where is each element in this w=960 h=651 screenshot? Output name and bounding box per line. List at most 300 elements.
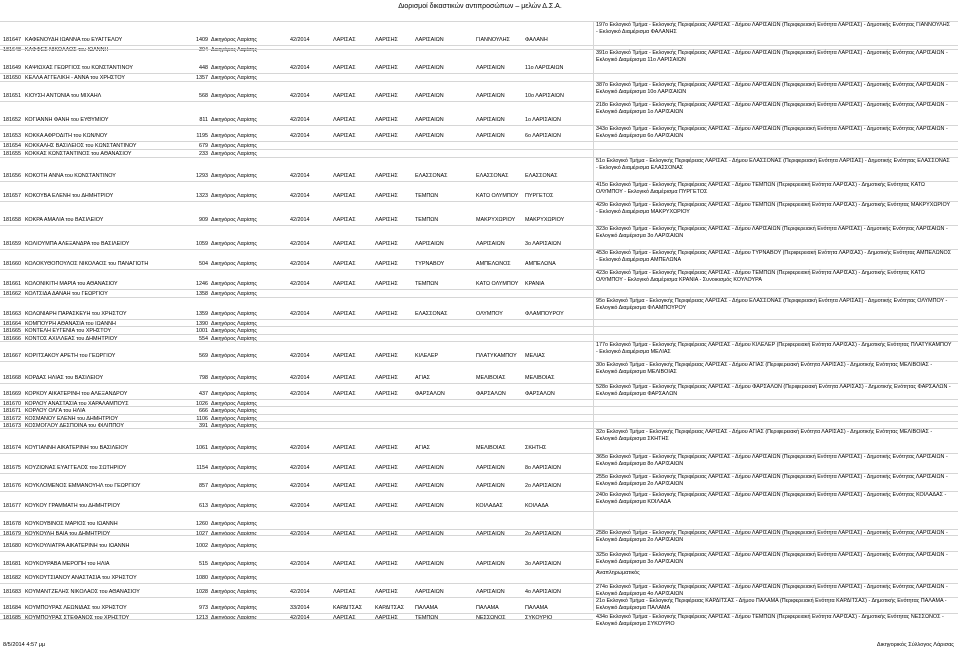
cell-loc: ΦΛΑΜΠΟΥΡΟΥ <box>525 311 564 317</box>
cell-role: Δικηγόρος Λαρίσης <box>211 75 257 81</box>
cell-p1: ΛΑΡΙΣΑΣ <box>333 173 356 179</box>
cell-id: 181682 <box>3 575 21 581</box>
cell-id: 181669 <box>3 391 21 397</box>
cell-dd: ΜΑΚΡΥΧΩΡΙΟΥ <box>476 217 516 223</box>
table-row <box>0 225 960 249</box>
table-row <box>0 361 960 383</box>
cell-loc: 1ο ΛΑΡΙΣΑΙΩΝ <box>525 117 561 123</box>
cell-dd: ΠΛΑΤΥΚΑΜΠΟΥ <box>476 353 517 359</box>
cell-name: ΚΟΡΛΟΥ ΟΛΓΑ του ΗΛΙΑ <box>25 408 86 414</box>
cell-name: ΚΑΨΙΩΧΑΣ ΓΕΩΡΓΙΟΣ του ΚΩΝΣΤΑΝΤΙΝΟΥ <box>25 65 133 71</box>
row-divider <box>0 181 593 182</box>
table-row <box>0 569 960 583</box>
cell-p2: ΛΑΡΙΣΗΣ <box>375 133 398 139</box>
row-divider <box>0 551 593 552</box>
cell-dd: ΠΑΛΑΜΑ <box>476 605 499 611</box>
cell-num: 1357 <box>196 75 208 81</box>
cell-p1: ΛΑΡΙΣΑΣ <box>333 37 356 43</box>
row-divider <box>593 45 958 46</box>
cell-p2: ΛΑΡΙΣΗΣ <box>375 37 398 43</box>
row-divider <box>0 225 593 226</box>
cell-p1: ΛΑΡΙΣΑΣ <box>333 465 356 471</box>
table-row <box>0 399 960 406</box>
cell-description: 95ο Εκλογικό Τμήμα - Εκλογικής Περιφέρειας ΛΑΡΙΣΑΣ - Δήμου ΕΛΑΣΣΟΝΑΣ (Περιφερειακή Ενότητα ΛΑΡΙΣΑΣ) - Δημοτικής Ενότητας ΟΛΥΜΠΟΥ - Εκλογικό Διαμέρισμα ΦΛΑΜΠΟΥΡΟΥ <box>596 298 948 311</box>
cell-num: 515 <box>199 561 208 567</box>
cell-p1: ΛΑΡΙΣΑΣ <box>333 561 356 567</box>
row-divider <box>593 141 958 142</box>
cell-role: Δικηγόρος Λαρίσης <box>211 151 257 157</box>
cell-id: 181668 <box>3 375 21 381</box>
cell-p1: ΛΑΡΙΣΑΣ <box>333 483 356 489</box>
row-divider <box>0 49 593 50</box>
row-divider <box>0 269 593 270</box>
cell-id: 181666 <box>3 336 21 342</box>
cell-num: 504 <box>199 261 208 267</box>
cell-description: 423ο Εκλογικό Τμήμα - Εκλογικής Περιφέρειας ΛΑΡΙΣΑΣ - Δήμου ΤΕΜΠΩΝ (Περιφερειακή Ενότητα ΛΑΡΙΣΑΣ) - Δημοτικής Ενότητας ΚΑΤΩ ΟΛΥΜΠΟΥ - Εκλογικό Διαμέρισμα ΚΡΑΝΙΑ - Συνοικισμός ΚΟΥΛΟΥΡΑ <box>596 270 925 283</box>
cell-loc: 6ο ΛΑΡΙΣΑΙΩΝ <box>525 133 561 139</box>
cell-ap: 42/2014 <box>290 217 310 223</box>
cell-name: ΚΕΛΛΑ ΑΓΓΕΛΙΚΗ - ΑΝΝΑ του ΧΡΗΣΤΟΥ <box>25 75 125 81</box>
cell-num: 391 <box>199 423 208 429</box>
cell-ap: 42/2014 <box>290 65 310 71</box>
cell-ap: 42/2014 <box>290 615 310 621</box>
cell-name: ΚΟΝΤΟΣ ΑΧΙΛΛΕΑΣ του ΔΗΜΗΤΡΙΟΥ <box>25 336 118 342</box>
cell-role: Δικηγόρος Λαρίσης <box>211 261 257 267</box>
table-row <box>0 149 960 157</box>
cell-description: 365ο Εκλογικό Τμήμα - Εκλογικής Περιφέρειας ΛΑΡΙΣΑΣ - Δήμου ΛΑΡΙΣΑΙΩΝ (Περιφερειακή Ενότητα ΛΑΡΙΣΑΣ) - Δημοτικής Ενότητας ΛΑΡΙΣΑΙΩΝ - Εκλογικό Διαμέρισμα 8ο ΛΑΡΙΣΑΙΩΝ <box>596 454 948 467</box>
row-divider <box>593 535 958 536</box>
cell-loc: ΦΑΛΑΝΗ <box>525 37 548 43</box>
row-divider <box>0 149 593 150</box>
cell-role: Δικηγόρος Λαρίσης <box>211 423 257 429</box>
cell-p2: ΛΑΡΙΣΗΣ <box>375 375 398 381</box>
cell-id: 181678 <box>3 521 21 527</box>
table-row <box>0 319 960 326</box>
row-divider <box>593 326 958 327</box>
cell-p1: ΛΑΡΙΣΑΣ <box>333 375 356 381</box>
cell-ap: 42/2014 <box>290 133 310 139</box>
row-divider <box>593 73 958 74</box>
cell-name: ΚΟΥΚΟΥΛΗ ΒΑΙΑ του ΔΗΜΗΤΡΙΟΥ <box>25 531 111 537</box>
table-row <box>0 511 960 529</box>
cell-num: 1027 <box>196 531 208 537</box>
cell-name: ΚΟΥΖΙΩΝΑΣ ΕΥΑΓΓΕΛΟΣ του ΣΩΤΗΡΙΟΥ <box>25 465 127 471</box>
cell-name: ΚΟΥΚΟΥΛΙΑΤΡΑ ΑΙΚΑΤΕΡΙΝΗ του ΙΩΑΝΝΗ <box>25 543 130 549</box>
cell-loc: ΣΥΚΟΥΡΙΟ <box>525 615 553 621</box>
cell-num: 1002 <box>196 543 208 549</box>
cell-loc: 10ο ΛΑΡΙΣΑΙΩΝ <box>525 93 564 99</box>
cell-name: ΚΟΥΚΛΟΜΕΝΟΣ ΕΜΜΑΝΟΥΗΛ του ΓΕΩΡΓΙΟΥ <box>25 483 141 489</box>
cell-name: ΚΟΝΤΕΛΗ ΕΥΓΕΝΙΑ του ΧΡΗΣΤΟΥ <box>25 328 112 334</box>
cell-ap: 42/2014 <box>290 503 310 509</box>
cell-name: ΚΟΥΓΙΑΝΝΗ ΑΙΚΑΤΕΡΙΝΗ του ΒΑΣΙΛΕΙΟΥ <box>25 445 128 451</box>
cell-name: ΚΟΣΜΟΓΛΟΥ ΔΕΣΠΟΙΝΑ του ΦΙΛΙΠΠΟΥ <box>25 423 124 429</box>
cell-id: 181655 <box>3 151 21 157</box>
cell-ap: 42/2014 <box>290 241 310 247</box>
table-row <box>0 428 960 453</box>
cell-p1: ΛΑΡΙΣΑΣ <box>333 589 356 595</box>
cell-description: 391ο Εκλογικό Τμήμα - Εκλογικής Περιφέρειας ΛΑΡΙΣΑΣ - Δήμου ΛΑΡΙΣΑΙΩΝ (Περιφερειακή Ενότητα ΛΑΡΙΣΑΣ) - Δημοτικής Ενότητας ΛΑΡΙΣΑΙΩΝ - Εκλογικό Διαμέρισμα 11ο ΛΑΡΙΣΑΙΩΝ <box>596 50 948 63</box>
table-row <box>0 597 960 613</box>
cell-p1: ΛΑΡΙΣΑΣ <box>333 281 356 287</box>
table-row <box>0 141 960 149</box>
cell-num: 1213 <box>196 615 208 621</box>
cell-dim: ΦΑΡΣΑΛΩΝ <box>415 391 445 397</box>
row-divider <box>593 289 958 290</box>
table-row <box>0 21 960 45</box>
cell-p1: ΛΑΡΙΣΑΣ <box>333 615 356 621</box>
cell-name: ΚΟΣΜΑΝΟΥ ΕΛΕΝΗ του ΔΗΜΗΤΡΙΟΥ <box>25 416 119 422</box>
cell-p1: ΛΑΡΙΣΑΣ <box>333 261 356 267</box>
cell-num: 1026 <box>196 401 208 407</box>
cell-num: 1260 <box>196 521 208 527</box>
row-divider <box>0 361 593 362</box>
cell-id: 181654 <box>3 143 21 149</box>
cell-description: 197ο Εκλογικό Τμήμα - Εκλογικής Περιφέρειας ΛΑΡΙΣΑΣ - Δήμου ΛΑΡΙΣΑΙΩΝ (Περιφερειακή Ενότητα ΛΑΡΙΣΑΣ) - Δημοτικής Ενότητας ΓΙΑΝΝΟΥΛΗΣ - Εκλογικό Διαμέρισμα ΦΑΛΑΝΗΣ <box>596 22 950 35</box>
cell-num: 233 <box>199 151 208 157</box>
cell-num: 1195 <box>196 133 208 139</box>
cell-p1: ΛΑΡΙΣΑΣ <box>333 93 356 99</box>
cell-p2: ΛΑΡΙΣΗΣ <box>375 193 398 199</box>
cell-role: Δικηγόρος Λαρίσης <box>211 575 257 581</box>
cell-role: Δικηγόρος Λαρίσης <box>211 465 257 471</box>
cell-num: 1061 <box>196 445 208 451</box>
cell-role: Δικηγόρος Λαρίσης <box>211 193 257 199</box>
row-divider <box>0 511 593 512</box>
cell-p2: ΛΑΡΙΣΗΣ <box>375 311 398 317</box>
cell-num: 973 <box>199 605 208 611</box>
cell-dim: ΤΕΜΠΩΝ <box>415 217 439 223</box>
cell-loc: ΜΕΛΙΒΟΙΑΣ <box>525 375 555 381</box>
row-divider <box>0 21 593 22</box>
cell-id: 181683 <box>3 589 21 595</box>
cell-loc: 2ο ΛΑΡΙΣΑΙΩΝ <box>525 531 561 537</box>
cell-p2: ΛΑΡΙΣΗΣ <box>375 445 398 451</box>
row-divider <box>0 453 593 454</box>
cell-role: Δικηγόρος Λαρίσης <box>211 321 257 327</box>
cell-num: 568 <box>199 93 208 99</box>
row-divider <box>0 341 593 342</box>
cell-role: Δικηγόρος Λαρίσης <box>211 93 257 99</box>
cell-ap: 42/2014 <box>290 483 310 489</box>
cell-loc: ΜΑΚΡΥΧΩΡΙΟΥ <box>525 217 565 223</box>
cell-p2: ΛΑΡΙΣΗΣ <box>375 615 398 621</box>
cell-id: 181663 <box>3 311 21 317</box>
cell-dd: ΛΑΡΙΣΑΙΩΝ <box>476 93 505 99</box>
cell-description: 415ο Εκλογικό Τμήμα - Εκλογικής Περιφέρειας ΛΑΡΙΣΑΣ - Δήμου ΤΕΜΠΩΝ (Περιφερειακή Ενότητα ΛΑΡΙΣΑΣ) - Δημοτικής Ενότητας ΚΑΤΩ ΟΛΥΜΠΟΥ - Εκλογικό Διαμέρισμα ΠΥΡΓΕΤΟΣ <box>596 182 925 195</box>
cell-id: 181673 <box>3 423 21 429</box>
cell-description: 240ο Εκλογικό Τμήμα - Εκλογικής Περιφέρειας ΛΑΡΙΣΑΣ - Δήμου ΛΑΡΙΣΑΙΩΝ (Περιφερειακή Ενότητα ΛΑΡΙΣΑΣ) - Δημοτικής Ενότητας ΚΟΙΛΑΔΑΣ - Εκλογικό Διαμέρισμα ΚΟΙΛΑΔΑ <box>596 492 947 505</box>
cell-p1: ΛΑΡΙΣΑΣ <box>333 117 356 123</box>
cell-p1: ΛΑΡΙΣΑΣ <box>333 503 356 509</box>
row-divider <box>0 45 593 46</box>
row-divider <box>0 141 593 142</box>
cell-loc: ΚΡΑΝΙΑ <box>525 281 545 287</box>
cell-name: ΚΟΛΟΝΙΚΙΤΗ ΜΑΡΙΑ του ΑΘΑΝΑΣΙΟΥ <box>25 281 118 287</box>
row-divider <box>593 399 958 400</box>
cell-id: 181651 <box>3 93 21 99</box>
cell-id: 181657 <box>3 193 21 199</box>
cell-p2: ΛΑΡΙΣΗΣ <box>375 261 398 267</box>
cell-name: ΚΟΚΟΤΗ ΑΝΝΑ του ΚΩΝΣΤΑΝΤΙΝΟΥ <box>25 173 116 179</box>
table-row <box>0 453 960 473</box>
row-divider <box>0 326 593 327</box>
table-bottom-border <box>0 619 593 620</box>
cell-dd: ΓΙΑΝΝΟΥΛΗΣ <box>476 37 510 43</box>
row-divider <box>0 569 593 570</box>
cell-num: 1358 <box>196 291 208 297</box>
cell-num: 798 <box>199 375 208 381</box>
cell-num: 554 <box>199 336 208 342</box>
cell-p2: ΛΑΡΙΣΗΣ <box>375 93 398 99</box>
cell-description: 255ο Εκλογικό Τμήμα - Εκλογικής Περιφέρειας ΛΑΡΙΣΑΣ - Δήμου ΛΑΡΙΣΑΙΩΝ (Περιφερειακή Ενότητα ΛΑΡΙΣΑΣ) - Δημοτικής Ενότητας ΛΑΡΙΣΑΙΩΝ - Εκλογικό Διαμέρισμα 2ο ΛΑΡΙΣΑΙΩΝ <box>596 474 948 487</box>
cell-loc: ΚΟΙΛΑΔΑ <box>525 503 549 509</box>
cell-id: 181656 <box>3 173 21 179</box>
cell-name: ΚΑΦΕΝΟΥΔΗ ΙΩΑΝΝΑ του ΕΥΑΓΓΕΛΟΥ <box>25 37 123 43</box>
cell-dim: ΤΥΡΝΑΒΟΥ <box>415 261 445 267</box>
cell-num: 1390 <box>196 321 208 327</box>
cell-description: 528ο Εκλογικό Τμήμα - Εκλογικής Περιφέρειας ΛΑΡΙΣΑΣ - Δήμου ΦΑΡΣΑΛΩΝ (Περιφερειακή Ενότητα ΛΑΡΙΣΑΣ) - Δημοτικής Ενότητας ΦΑΡΣΑΛΩΝ - Εκλογικό Διαμέρισμα ΦΑΡΣΑΛΩΝ <box>596 384 951 397</box>
cell-num: 448 <box>199 65 208 71</box>
cell-num: 1106 <box>196 416 208 422</box>
cell-role: Δικηγόρος Λαρίσης <box>211 47 257 53</box>
row-divider <box>0 319 593 320</box>
cell-dd: ΚΑΤΩ ΟΛΥΜΠΟΥ <box>476 281 519 287</box>
cell-id: 181653 <box>3 133 21 139</box>
cell-dd: ΛΑΡΙΣΑΙΩΝ <box>476 117 505 123</box>
cell-dim: ΕΛΑΣΣΟΝΑΣ <box>415 173 448 179</box>
cell-name: ΚΟΛΙΟΥΜΠΑ ΑΛΕΞΑΝΔΡΑ του ΒΑΣΙΛΕΙΟΥ <box>25 241 130 247</box>
cell-id: 181674 <box>3 445 21 451</box>
cell-name: ΚΟΚΚΑΣ ΚΩΝΣΤΑΝΤΙΝΟΣ του ΑΘΑΝΑΣΙΟΥ <box>25 151 132 157</box>
cell-description: 177ο Εκλογικό Τμήμα - Εκλογικής Περιφέρειας ΛΑΡΙΣΑΣ - Δήμου ΚΙΛΕΛΕΡ (Περιφερειακή Ενότητα ΛΑΡΙΣΑΣ) - Δημοτικής Ενότητας ΠΛΑΤΥΚΑΜΠΟΥ - Εκλογικό Διαμέρισμα ΜΕΛΙΑΣ <box>596 342 952 355</box>
cell-description: 325ο Εκλογικό Τμήμα - Εκλογικής Περιφέρειας ΛΑΡΙΣΑΣ - Δήμου ΛΑΡΙΣΑΙΩΝ (Περιφερειακή Ενότητα ΛΑΡΙΣΑΣ) - Δημοτικής Ενότητας ΛΑΡΙΣΑΙΩΝ - Εκλογικό Διαμέρισμα 3ο ΛΑΡΙΣΑΙΩΝ <box>596 552 948 565</box>
cell-description: 218ο Εκλογικό Τμήμα - Εκλογικής Περιφέρειας ΛΑΡΙΣΑΣ - Δήμου ΛΑΡΙΣΑΙΩΝ (Περιφερειακή Ενότητα ΛΑΡΙΣΑΣ) - Δημοτικής Ενότητας ΛΑΡΙΣΑΙΩΝ - Εκλογικό Διαμέρισμα 1ο ΛΑΡΙΣΑΙΩΝ <box>596 102 948 115</box>
cell-ap: 42/2014 <box>290 173 310 179</box>
cell-p2: ΛΑΡΙΣΗΣ <box>375 589 398 595</box>
cell-ap: 42/2014 <box>290 531 310 537</box>
cell-loc: ΣΚΗΤΗΣ <box>525 445 547 451</box>
row-divider <box>0 491 593 492</box>
cell-dim: ΛΑΡΙΣΑΙΩΝ <box>415 65 444 71</box>
cell-num: 304 <box>199 47 208 53</box>
cell-role: Δικηγόρος Λαρίσης <box>211 445 257 451</box>
cell-dd: ΛΑΡΙΣΑΙΩΝ <box>476 133 505 139</box>
cell-ap: 42/2014 <box>290 193 310 199</box>
cell-num: 613 <box>199 503 208 509</box>
cell-name: ΚΟΛΩΝΙΑΡΗ ΠΑΡΑΣΚΕΥΗ του ΧΡΗΣΤΟΥ <box>25 311 127 317</box>
table-row <box>0 421 960 428</box>
cell-id: 181665 <box>3 328 21 334</box>
cell-description: 323ο Εκλογικό Τμήμα - Εκλογικής Περιφέρειας ΛΑΡΙΣΑΣ - Δήμου ΛΑΡΙΣΑΙΩΝ (Περιφερειακή Ενότητα ΛΑΡΙΣΑΣ) - Δημοτικής Ενότητας ΛΑΡΙΣΑΙΩΝ - Εκλογικό Διαμέρισμα 3ο ΛΑΡΙΣΑΙΩΝ <box>596 226 948 239</box>
cell-ap: 42/2014 <box>290 117 310 123</box>
cell-ap: 42/2014 <box>290 589 310 595</box>
cell-p2: ΛΑΡΙΣΗΣ <box>375 353 398 359</box>
cell-role: Δικηγόρος Λαρίσης <box>211 117 257 123</box>
cell-ap: 33/2014 <box>290 605 310 611</box>
table-row <box>0 249 960 269</box>
cell-id: 181650 <box>3 75 21 81</box>
cell-dim: ΛΑΡΙΣΑΙΩΝ <box>415 503 444 509</box>
cell-num: 1293 <box>196 173 208 179</box>
cell-ap: 42/2014 <box>290 353 310 359</box>
cell-dd: ΝΕΣΣΩΝΟΣ <box>476 615 506 621</box>
cell-name: ΚΟΡΚΟΥ ΑΙΚΑΤΕΡΙΝΗ του ΑΛΕΞΑΝΔΡΟΥ <box>25 391 128 397</box>
row-divider <box>0 473 593 474</box>
table-row <box>0 414 960 421</box>
cell-role: Δικηγόρος Λαρίσης <box>211 483 257 489</box>
row-divider <box>0 201 593 202</box>
cell-role: Δικηγόρος Λαρίσης <box>211 589 257 595</box>
cell-dim: ΛΑΡΙΣΑΙΩΝ <box>415 531 444 537</box>
cell-dim: ΑΓΙΑΣ <box>415 445 430 451</box>
cell-dim: ΤΕΜΠΩΝ <box>415 281 439 287</box>
cell-dim: ΚΙΛΕΛΕΡ <box>415 353 439 359</box>
cell-name: ΚΟΡΔΑΣ ΗΛΙΑΣ του ΒΑΣΙΛΕΙΟΥ <box>25 375 104 381</box>
table-row <box>0 334 960 341</box>
cell-description: 387ο Εκλογικό Τμήμα - Εκλογικής Περιφέρειας ΛΑΡΙΣΑΣ - Δήμου ΛΑΡΙΣΑΙΩΝ (Περιφερειακή Ενότητα ΛΑΡΙΣΑΣ) - Δημοτικής Ενότητας ΛΑΡΙΣΑΙΩΝ - Εκλογικό Διαμέρισμα 10ο ΛΑΡΙΣΑΙΩΝ <box>596 82 948 95</box>
cell-p1: ΛΑΡΙΣΑΣ <box>333 217 356 223</box>
cell-dim: ΛΑΡΙΣΑΙΩΝ <box>415 561 444 567</box>
cell-ap: 42/2014 <box>290 375 310 381</box>
cell-name: ΚΟΥΚΟΥ ΓΡΑΜΜΑΤΗ του ΔΗΜΗΤΡΙΟΥ <box>25 503 121 509</box>
cell-loc: ΠΥΡΓΕΤΟΣ <box>525 193 554 199</box>
cell-id: 181671 <box>3 408 21 414</box>
cell-name: ΚΟΓΙΑΝΝΗ ΦΑΝΗ του ΕΥΘΥΜΙΟΥ <box>25 117 109 123</box>
row-divider <box>593 414 958 415</box>
row-divider <box>593 334 958 335</box>
row-divider <box>0 249 593 250</box>
cell-id: 181677 <box>3 503 21 509</box>
cell-p1: ΛΑΡΙΣΑΣ <box>333 193 356 199</box>
cell-role: Δικηγόρος Λαρίσης <box>211 521 257 527</box>
cell-role: Δικηγόρος Λαρίσης <box>211 408 257 414</box>
cell-id: 181667 <box>3 353 21 359</box>
cell-loc: 8ο ΛΑΡΙΣΑΙΩΝ <box>525 465 561 471</box>
column-divider <box>593 21 594 611</box>
cell-loc: 2ο ΛΑΡΙΣΑΙΩΝ <box>525 483 561 489</box>
cell-id: 181661 <box>3 281 21 287</box>
cell-p1: ΛΑΡΙΣΑΣ <box>333 241 356 247</box>
cell-dd: ΛΑΡΙΣΑΙΩΝ <box>476 465 505 471</box>
cell-dd: ΜΕΛΙΒΟΙΑΣ <box>476 375 506 381</box>
cell-loc: ΦΑΡΣΑΛΩΝ <box>525 391 555 397</box>
cell-p2: ΛΑΡΙΣΗΣ <box>375 241 398 247</box>
cell-role: Δικηγόρος Λαρίσης <box>211 503 257 509</box>
cell-dim: ΛΑΡΙΣΑΙΩΝ <box>415 241 444 247</box>
row-divider <box>0 613 593 614</box>
cell-name: ΚΟΚΚΑΛΗΣ ΒΑΣΙΛΕΙΟΣ του ΚΩΝΣΤΑΝΤΙΝΟΥ <box>25 143 137 149</box>
cell-num: 1359 <box>196 311 208 317</box>
table-row <box>0 125 960 141</box>
cell-name: ΚΟΥΚΟΥΡΑΒΑ ΜΕΡΟΠΗ του ΗΛΙΑ <box>25 561 110 567</box>
cell-dim: ΤΕΜΠΩΝ <box>415 615 439 621</box>
cell-name: ΚΟΛΤΣΙΔΑ ΔΑΝΑΗ του ΓΕΩΡΓΙΟΥ <box>25 291 108 297</box>
row-divider <box>0 421 593 422</box>
cell-description: 32ο Εκλογικό Τμήμα - Εκλογικής Περιφέρειας ΛΑΡΙΣΑΣ - Δήμου ΑΓΙΑΣ (Περιφερειακή Ενότητα ΛΑΡΙΣΑΣ) - Δημοτικής Ενότητας ΜΕΛΙΒΟΙΑΣ - Εκλογικό Διαμέρισμα ΣΚΗΤΗΣ <box>596 429 933 442</box>
row-divider <box>0 406 593 407</box>
cell-p1: ΛΑΡΙΣΑΣ <box>333 133 356 139</box>
cell-dim: ΛΑΡΙΣΑΙΩΝ <box>415 483 444 489</box>
cell-dd: ΦΑΡΣΑΛΩΝ <box>476 391 506 397</box>
cell-role: Δικηγόρος Λαρίσης <box>211 143 257 149</box>
cell-p1: ΛΑΡΙΣΑΣ <box>333 531 356 537</box>
cell-loc: 3ο ΛΑΡΙΣΑΙΩΝ <box>525 241 561 247</box>
cell-name: ΚΟΥΜΑΝΤΖΕΛΗΣ ΝΙΚΟΛΑΟΣ του ΑΘΑΝΑΣΙΟΥ <box>25 589 140 595</box>
cell-description: 453ο Εκλογικό Τμήμα - Εκλογικής Περιφέρειας ΛΑΡΙΣΑΣ - Δήμου ΤΥΡΝΑΒΟΥ (Περιφερειακή Ενότητα ΛΑΡΙΣΑΣ) - Δημοτικής Ενότητας ΑΜΠΕΛΩΝΟΣ - Εκλογικό Διαμέρισμα ΑΜΠΕΛΩΝΑ <box>596 250 952 263</box>
cell-ap: 42/2014 <box>290 311 310 317</box>
table-row <box>0 491 960 511</box>
table-row <box>0 181 960 201</box>
cell-dim: ΤΕΜΠΩΝ <box>415 193 439 199</box>
row-divider <box>593 511 958 512</box>
row-divider <box>0 535 593 536</box>
cell-p2: ΛΑΡΙΣΗΣ <box>375 531 398 537</box>
cell-role: Δικηγόρος Λαρίσης <box>211 375 257 381</box>
cell-id: 181670 <box>3 401 21 407</box>
cell-name: ΚΟΥΚΟΥΤΣΙΑΝΟΥ ΑΝΑΣΤΑΣΙΑ του ΧΡΗΣΤΟΥ <box>25 575 137 581</box>
cell-id: 181662 <box>3 291 21 297</box>
table-row <box>0 101 960 125</box>
cell-dim: ΛΑΡΙΣΑΙΩΝ <box>415 589 444 595</box>
row-divider <box>0 597 593 598</box>
table-row <box>0 289 960 297</box>
cell-loc: 3ο ΛΑΡΙΣΑΙΩΝ <box>525 561 561 567</box>
cell-num: 1080 <box>196 575 208 581</box>
cell-id: 181685 <box>3 615 21 621</box>
cell-dim: ΛΑΡΙΣΑΙΩΝ <box>415 93 444 99</box>
row-divider <box>593 149 958 150</box>
cell-loc: 4ο ΛΑΡΙΣΑΙΩΝ <box>525 589 561 595</box>
cell-id: 181660 <box>3 261 21 267</box>
cell-id: 181684 <box>3 605 21 611</box>
row-divider <box>0 289 593 290</box>
cell-description: 30ο Εκλογικό Τμήμα - Εκλογικής Περιφέρειας ΛΑΡΙΣΑΣ - Δήμου ΑΓΙΑΣ (Περιφερειακή Ενότητα ΛΑΡΙΣΑΣ) - Δημοτικής Ενότητας ΜΕΛΙΒΟΙΑΣ - Εκλογικό Διαμέρισμα ΜΕΛΙΒΟΙΑΣ <box>596 362 933 375</box>
cell-role: Δικηγόρος Λαρίσης <box>211 391 257 397</box>
cell-description: 429ο Εκλογικό Τμήμα - Εκλογικής Περιφέρειας ΛΑΡΙΣΑΣ - Δήμου ΤΕΜΠΩΝ (Περιφερειακή Ενότητα ΛΑΡΙΣΑΣ) - Δημοτικής Ενότητας ΜΑΚΡΥΧΩΡΙΟΥ - Εκλογικό Διαμέρισμα ΜΑΚΡΥΧΩΡΙΟΥ <box>596 202 950 215</box>
cell-ap: 42/2014 <box>290 93 310 99</box>
page-header <box>0 0 960 14</box>
cell-dim: ΠΑΛΑΜΑ <box>415 605 438 611</box>
cell-p2: ΛΑΡΙΣΗΣ <box>375 281 398 287</box>
cell-dd: ΛΑΡΙΣΑΙΩΝ <box>476 483 505 489</box>
cell-p2: ΛΑΡΙΣΗΣ <box>375 117 398 123</box>
cell-dim: ΑΓΙΑΣ <box>415 375 430 381</box>
cell-p2: ΛΑΡΙΣΗΣ <box>375 483 398 489</box>
cell-description: 258ο Εκλογικό Τμήμα - Εκλογικής Περιφέρειας ΛΑΡΙΣΑΣ - Δήμου ΛΑΡΙΣΑΙΩΝ (Περιφερειακή Ενότητα ΛΑΡΙΣΑΣ) - Δημοτικής Ενότητας ΛΑΡΙΣΑΙΩΝ - Εκλογικό Διαμέρισμα 2ο ΛΑΡΙΣΑΙΩΝ <box>596 530 948 543</box>
cell-name: ΚΟΥΜΠΟΥΡΑΣ ΣΤΕΦΑΝΟΣ του ΧΡΗΣΤΟΥ <box>25 615 130 621</box>
cell-num: 1323 <box>196 193 208 199</box>
table-row <box>0 81 960 101</box>
cell-id: 181649 <box>3 65 21 71</box>
cell-name: ΚΟΡΛΟΥ ΑΝΑΣΤΑΣΙΑ του ΧΑΡΑΛΑΜΠΟΥΣ <box>25 401 129 407</box>
cell-num: 1246 <box>196 281 208 287</box>
cell-role: Δικηγόρος Λαρίσης <box>211 353 257 359</box>
cell-role: Δικηγόρος Λαρίσης <box>211 65 257 71</box>
cell-name: ΚΟΛΟΚΥΘΟΠΟΥΛΟΣ ΝΙΚΟΛΑΟΣ του ΠΑΝΑΓΙΩΤΗ <box>25 261 149 267</box>
table-row <box>0 383 960 399</box>
row-divider <box>593 406 958 407</box>
cell-p2: ΛΑΡΙΣΗΣ <box>375 503 398 509</box>
cell-num: 569 <box>199 353 208 359</box>
cell-num: 857 <box>199 483 208 489</box>
row-divider <box>0 334 593 335</box>
row-divider <box>0 297 593 298</box>
cell-ap: 42/2014 <box>290 561 310 567</box>
row-divider <box>0 414 593 415</box>
table-row <box>0 551 960 569</box>
table-row <box>0 201 960 225</box>
